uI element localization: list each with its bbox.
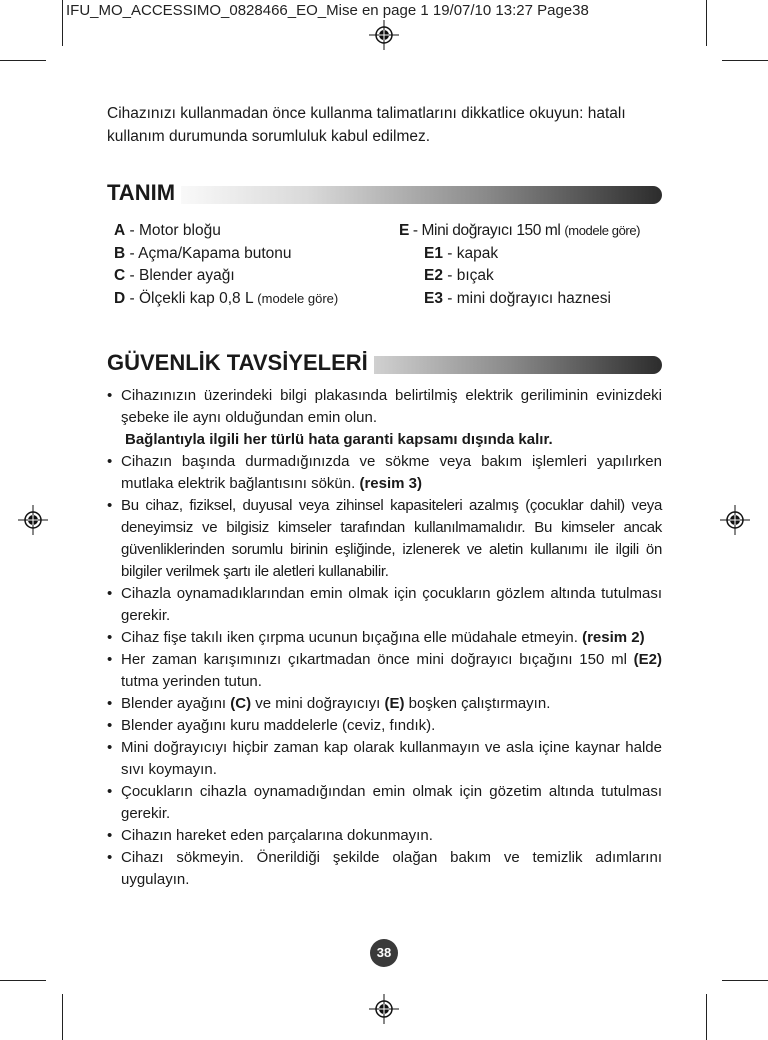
crop-mark bbox=[62, 0, 63, 46]
safety-list bbox=[107, 385, 662, 891]
list-item: • Mini doğrayıcıyı hiçbir zaman kap olarak kullanmayın ve asla içine kaynar halde sıvı koymayın. bbox=[107, 737, 662, 781]
crop-mark bbox=[706, 0, 707, 46]
page-number-badge: 38 bbox=[370, 939, 398, 967]
list-item: • Blender ayağını kuru maddelerle (ceviz, fındık). bbox=[107, 715, 662, 737]
part-item: E - Mini doğrayıcı 150 ml (modele göre) bbox=[399, 222, 641, 239]
list-item: • Cihaz fişe takılı iken çırpma ucunun bıçağına elle müdahale etmeyin. (resim 2) bbox=[107, 627, 662, 649]
part-item: C - Blender ayağı bbox=[114, 267, 235, 284]
crop-mark bbox=[722, 60, 768, 61]
registration-mark-icon bbox=[369, 20, 399, 50]
list-item: • Cihazın hareket eden parçalarına dokunmayın. bbox=[107, 825, 662, 847]
section-heading-tanim bbox=[107, 180, 662, 207]
part-item: E3 - mini doğrayıcı haznesi bbox=[424, 289, 611, 307]
part-item: D - Ölçekli kap 0,8 L (modele göre) bbox=[114, 289, 339, 307]
part-item: B - Açma/Kapama butonu bbox=[114, 244, 292, 262]
list-item: • Cihazınızın üzerindeki bilgi plakasında belirtilmiş elektrik geriliminin evinizdeki şebeke ile aynı olduğundan emin olun. bbox=[107, 385, 662, 429]
crop-mark bbox=[62, 994, 63, 1040]
list-item: • Bu cihaz, fiziksel, duyusal veya zihinsel kapasiteleri azalmış (çocuklar dahil) veya deneyimsiz ve bilgisiz kimseler tarafından kullanılmamalıdır. Bu kimseler ancak güvenliklerinden sorumlu birinin eşliğinde, izlenerek ve aletin kullanımı ile ilgili ön bilgiler verilmek şartı ile aletleri kullanabilir. bbox=[107, 495, 662, 583]
list-item: • Cihazı sökmeyin. Önerildiği şekilde olağan bakım ve temizlik adımlarını uygulayın. bbox=[107, 847, 662, 891]
intro-text: Cihazınızı kullanmadan önce kullanma talimatlarını dikkatlice okuyun: hatalı kullanım durumunda sorumluluk kabul edilmez. bbox=[107, 105, 626, 145]
list-item: • Blender ayağını (C) ve mini doğrayıcıyı (E) boşken çalıştırmayın. bbox=[107, 693, 662, 715]
registration-mark-icon bbox=[369, 994, 399, 1024]
crop-mark bbox=[706, 994, 707, 1040]
crop-mark bbox=[0, 980, 46, 981]
part-item: A - Motor bloğu bbox=[114, 222, 221, 239]
print-slug: IFU_MO_ACCESSIMO_0828466_EO_Mise en page 1 19/07/10 13:27 Page38 bbox=[66, 2, 589, 19]
crop-mark bbox=[0, 60, 46, 61]
registration-mark-icon bbox=[720, 505, 750, 535]
list-item: • Çocukların cihazla oynamadığından emin olmak için gözetim altında tutulması gerekir. bbox=[107, 781, 662, 825]
section-title: GÜVENLİK TAVSİYELERİ bbox=[107, 350, 374, 376]
registration-mark-icon bbox=[18, 505, 48, 535]
list-item: • Cihazla oynamadıklarından emin olmak için çocukların gözlem altında tutulması gerekir. bbox=[107, 583, 662, 627]
part-item: E2 - bıçak bbox=[424, 267, 494, 284]
list-item: • Her zaman karışımınızı çıkartmadan önce mini doğrayıcı bıçağını 150 ml (E2) tutma yerinden tutun. bbox=[107, 649, 662, 693]
parts-list-right bbox=[399, 220, 640, 310]
warning-text: Bağlantıyla ilgili her türlü hata garanti kapsamı dışında kalır. bbox=[125, 431, 553, 448]
parts-list-left bbox=[114, 220, 338, 310]
section-title: TANIM bbox=[107, 180, 181, 206]
section-heading-guvenlik bbox=[107, 350, 662, 377]
part-item: E1 - kapak bbox=[424, 244, 499, 262]
heading-bar bbox=[157, 186, 662, 204]
list-item: • Cihazın başında durmadığınızda ve sökme veya bakım işlemleri yapılırken mutlaka elektrik bağlantısını sökün. (resim 3) bbox=[107, 451, 662, 495]
crop-mark bbox=[722, 980, 768, 981]
